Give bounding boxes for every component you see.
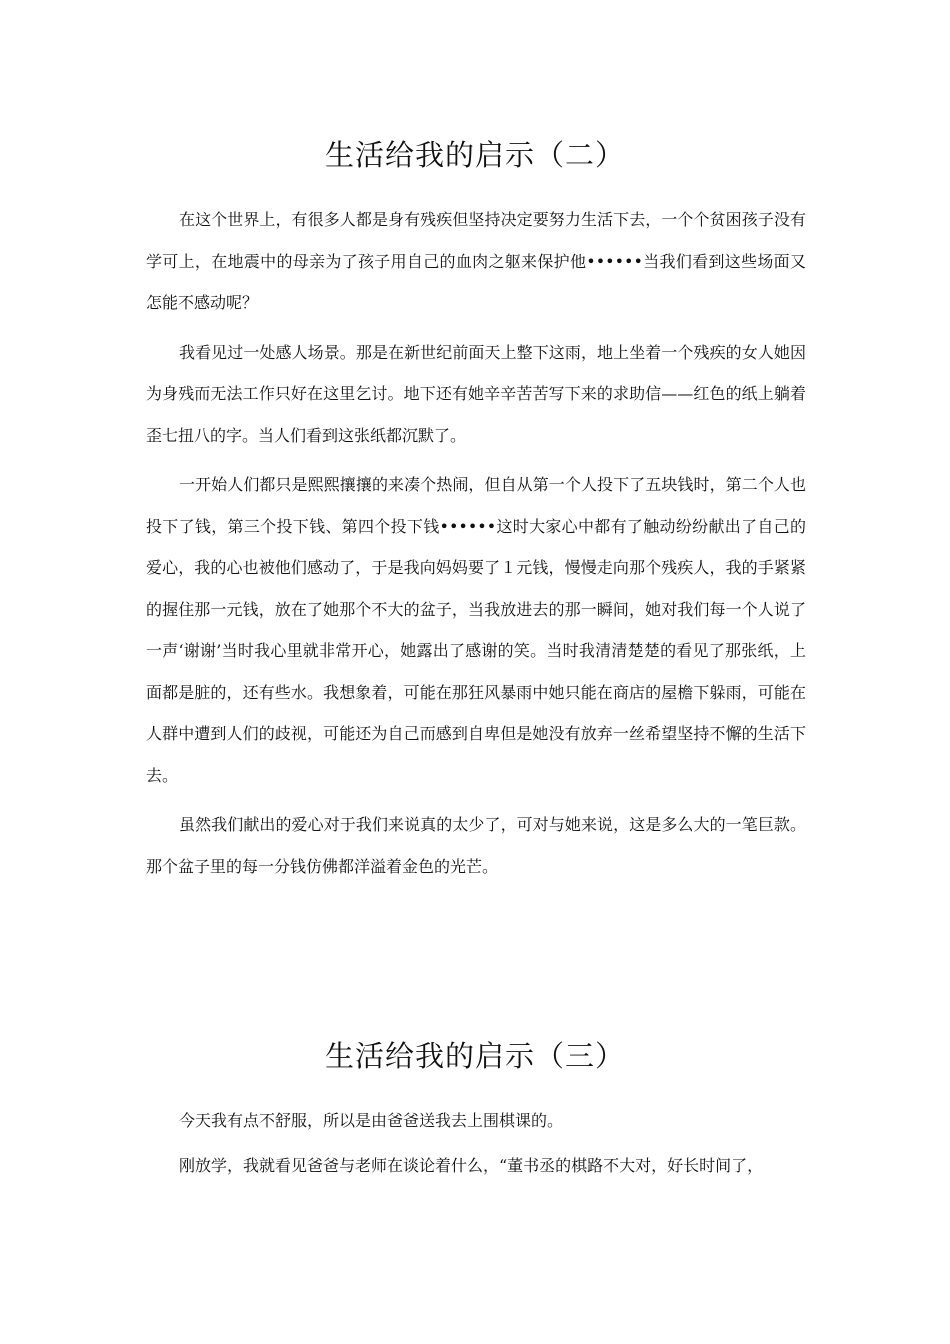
section-title: 生活给我的启示（二） bbox=[324, 138, 625, 172]
paragraph: 我看见过一处感人场景。那是在新世纪前面天上整下这雨，地上坐着一个残疾的女人她因为身残而无法工作只好在这里乞讨。地下还有她辛辛苦苦写下来的求助信——红色的纸上躺着歪七扭八的字。当人们看到这张纸都沉默了。 bbox=[146, 342, 806, 445]
section-title: 生活给我的启示（三） bbox=[324, 1039, 625, 1073]
section-body bbox=[146, 1098, 806, 1188]
section-body bbox=[146, 199, 806, 895]
paragraph: 刚放学，我就看见爸爸与老师在谈论着什么，“董书丞的棋路不大对，好长时间了， bbox=[179, 1156, 764, 1175]
paragraph: 一开始人们都只是熙熙攘攘的来凑个热闹，但自从第一个人投下了五块钱时，第二个人也投下了钱，第三个投下钱、第四个投下钱••••••这时大家心中都有了触动纷纷献出了自己的爱心，我的心也被他们感动了，于是我向妈妈要了１元钱，慢慢走向那个残疾人，我的手紧紧的握住那一元钱，放在了她那个不大的盆子，当我放进去的那一瞬间，她对我们每一个人说了一声‘谢谢’当时我心里就非常开心，她露出了感谢的笑。当时我清清楚楚的看见了那张纸，上面都是脏的，还有些水。我想象着，可能在那狂风暴雨中她只能在商店的屋檐下躲雨，可能在人群中遭到人们的歧视，可能还为自己而感到自卑但是她没有放弃一丝希望坚持不懈的生活下去。 bbox=[146, 475, 806, 785]
paragraph: 在这个世界上，有很多人都是身有残疾但坚持决定要努力生活下去，一个个贫困孩子没有学可上，在地震中的母亲为了孩子用自己的血肉之躯来保护他••••••当我们看到这些场面又怎能不感动呢？ bbox=[146, 210, 806, 312]
paragraph: 虽然我们献出的爱心对于我们来说真的太少了，可对与她来说，这是多么大的一笔巨款。那个盆子里的每一分钱仿佛都洋溢着金色的光芒。 bbox=[146, 815, 806, 876]
paragraph: 今天我有点不舒服，所以是由爸爸送我去上围棋课的。 bbox=[179, 1111, 564, 1130]
